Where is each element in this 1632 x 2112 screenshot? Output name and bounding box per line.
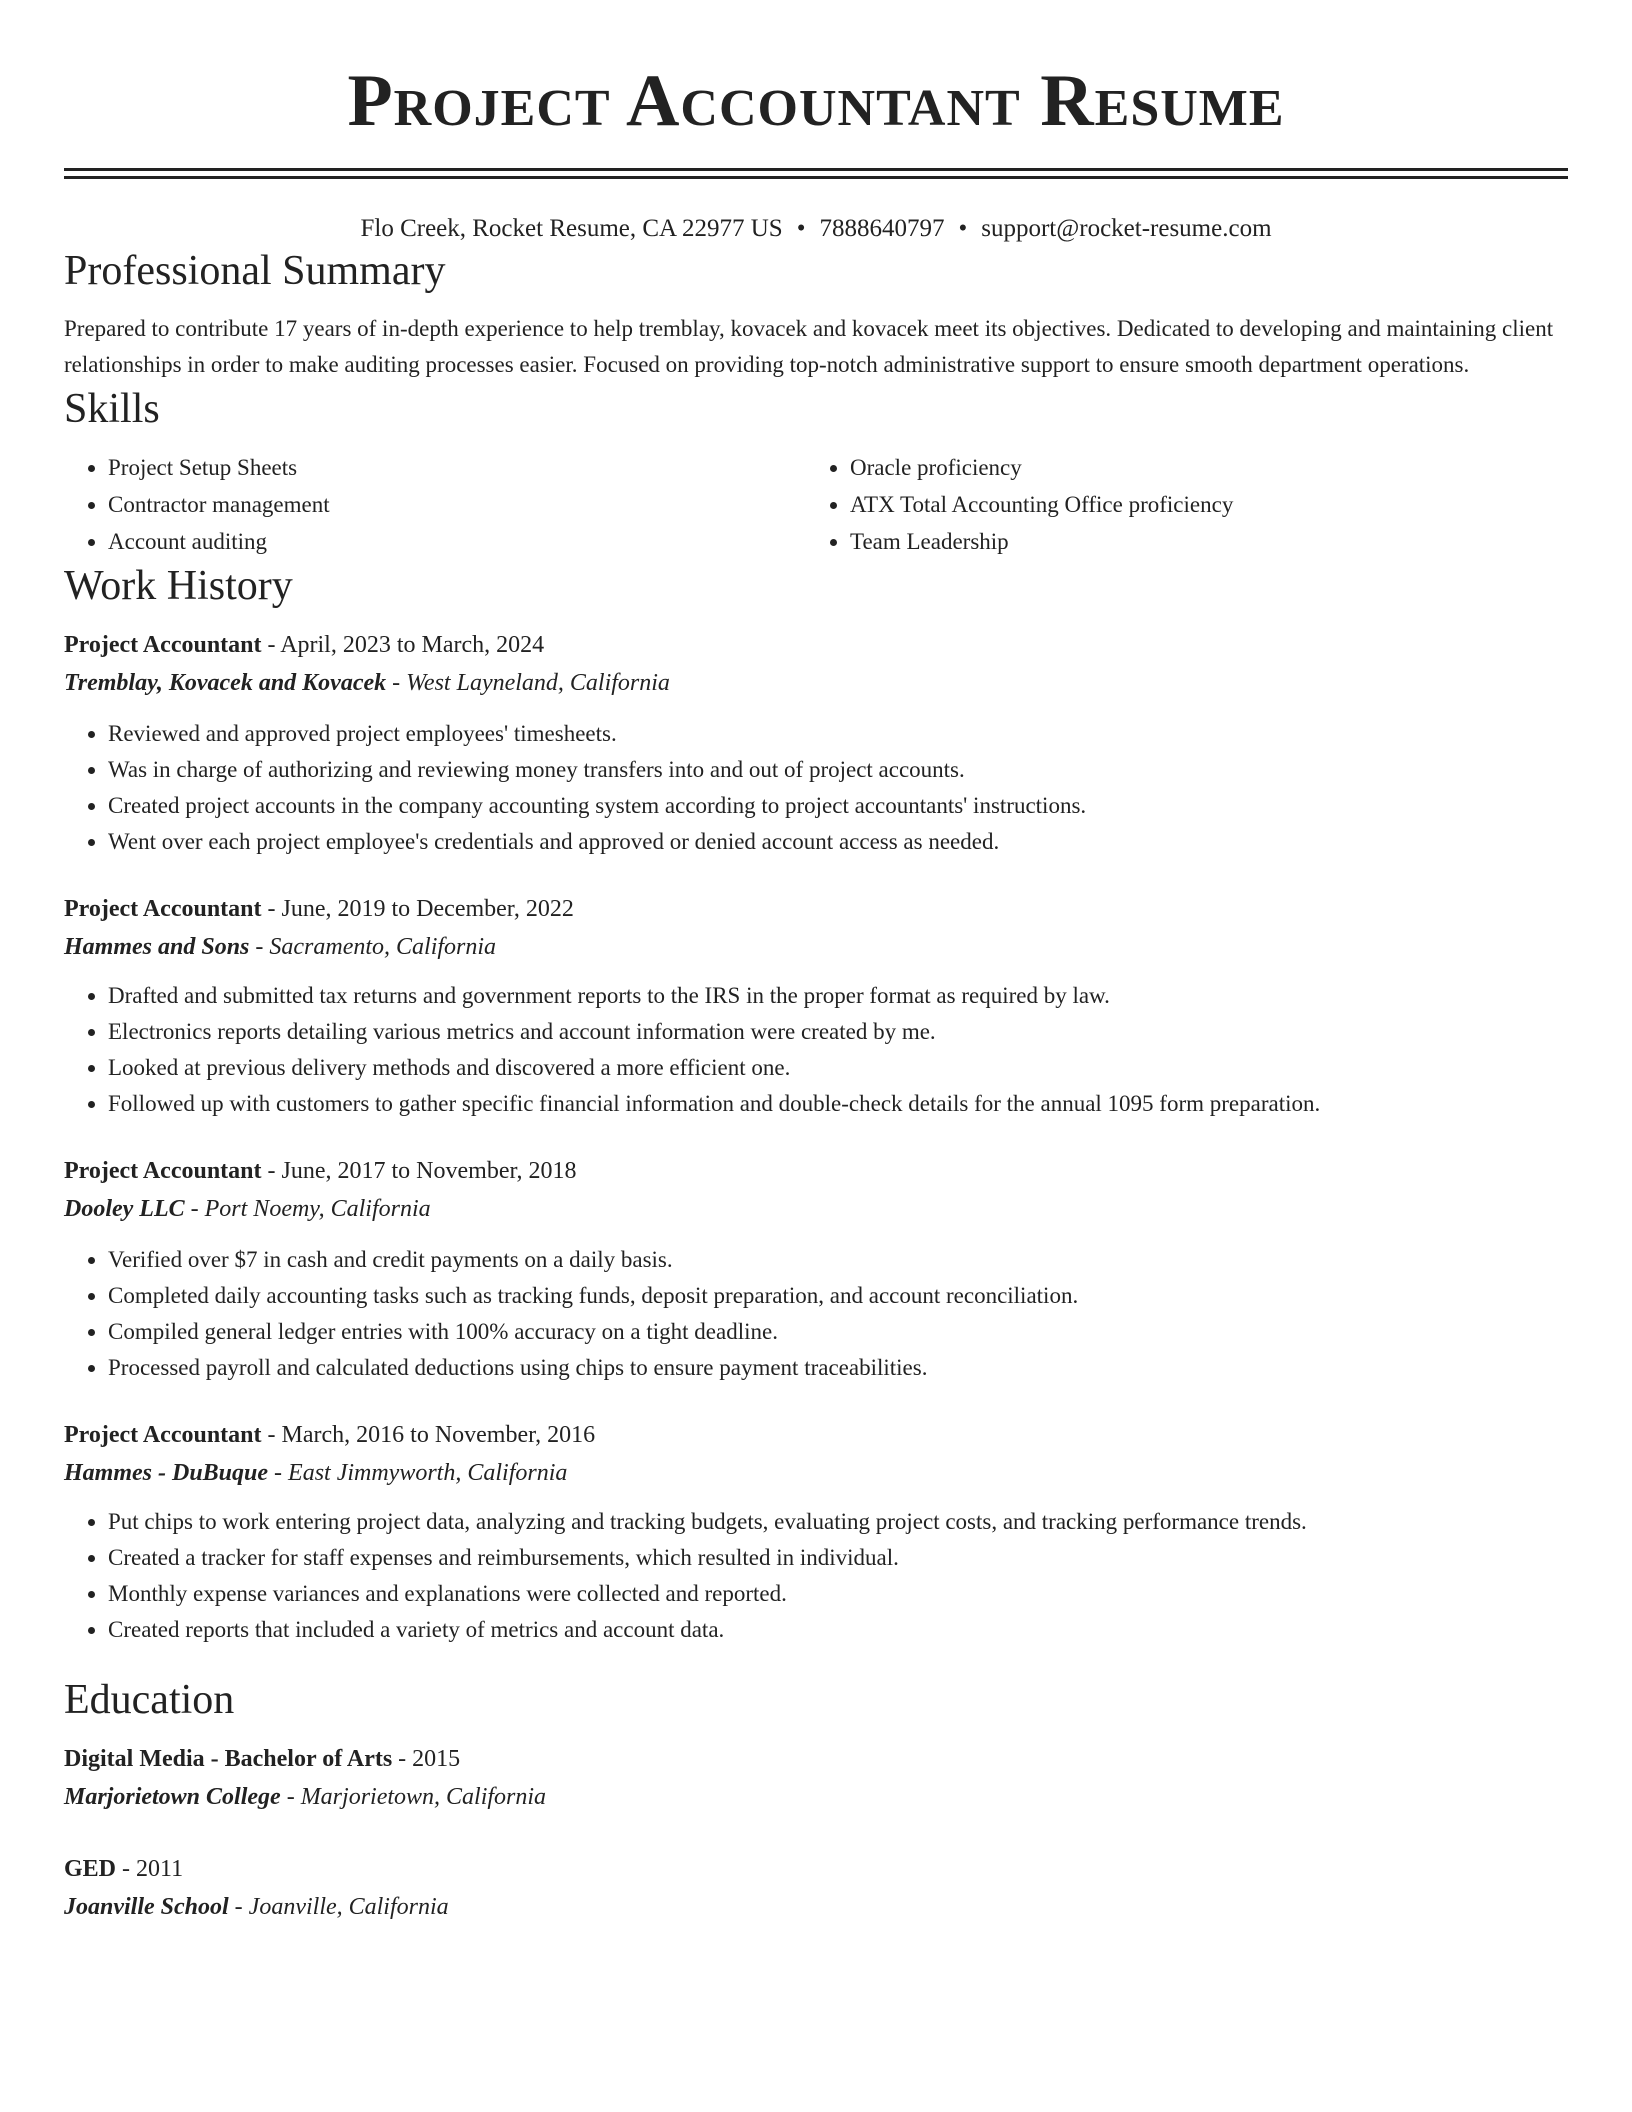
- job-bullet: • Was in charge of authorizing and reviewing money transfers into and out of project accounts.: [108, 752, 1568, 788]
- company-name: Hammes and Sons: [64, 934, 250, 960]
- resume-page: [64, 0, 1568, 1926]
- job-bullet: • Processed payroll and calculated deductions using chips to ensure payment traceabilities.: [108, 1350, 1568, 1386]
- company-line: [64, 664, 1568, 702]
- skills-list: [64, 449, 1568, 560]
- job-bullet: • Verified over $7 in cash and credit payments on a daily basis.: [108, 1242, 1568, 1278]
- title-divider: [64, 168, 1568, 179]
- job-bullet: • Compiled general ledger entries with 100% accuracy on a tight deadline.: [108, 1314, 1568, 1350]
- job-bullet: • Went over each project employee's credentials and approved or denied account access as needed.: [108, 824, 1568, 860]
- job-title-line: [64, 1152, 1568, 1190]
- degree-year: 2015: [412, 1746, 461, 1772]
- school-location: Marjorietown, California: [300, 1784, 547, 1810]
- school-name: Joanville School: [64, 1894, 229, 1920]
- job-title-line: [64, 626, 1568, 664]
- contact-email: support@rocket-resume.com: [981, 215, 1272, 242]
- school-line: [64, 1778, 1568, 1816]
- company-name: Tremblay, Kovacek and Kovacek: [64, 670, 387, 696]
- education-entry: [64, 1850, 1568, 1926]
- skills-column-left: [64, 449, 806, 560]
- company-dash: -: [268, 1460, 289, 1486]
- summary-heading: Professional Summary: [64, 248, 446, 294]
- degree-line: [64, 1850, 1568, 1888]
- job-title: Project Accountant: [64, 1422, 262, 1448]
- job-bullet: • Electronics reports detailing various metrics and account information were created by me.: [108, 1014, 1568, 1050]
- job-bullets: [64, 716, 1568, 860]
- job-entry: [64, 626, 1568, 860]
- page-title: Project Accountant Resume: [347, 60, 1285, 142]
- job-title: Project Accountant: [64, 896, 262, 922]
- school-name: Marjorietown College: [64, 1784, 281, 1810]
- skill-item: • ATX Total Accounting Office proficiency: [850, 486, 1548, 523]
- company-location: West Layneland, California: [406, 670, 670, 696]
- job-title-line: [64, 890, 1568, 928]
- job-dates: June, 2019 to December, 2022: [281, 896, 574, 922]
- company-line: [64, 1190, 1568, 1228]
- job-title: Project Accountant: [64, 1158, 262, 1184]
- job-dates: March, 2016 to November, 2016: [281, 1422, 596, 1448]
- degree-dash: -: [116, 1856, 137, 1882]
- job-bullet: • Looked at previous delivery methods and discovered a more efficient one.: [108, 1050, 1568, 1086]
- job-bullet: • Followed up with customers to gather specific financial information and double-check details for the annual 1095 form preparation.: [108, 1086, 1568, 1122]
- degree-year: 2011: [136, 1856, 184, 1882]
- job-dash: -: [261, 896, 282, 922]
- school-dash: -: [280, 1784, 301, 1810]
- company-dash: -: [184, 1196, 205, 1222]
- job-bullet: • Created a tracker for staff expenses and reimbursements, which resulted in individual.: [108, 1540, 1568, 1576]
- company-name: Hammes - DuBuque: [64, 1460, 269, 1486]
- degree-dash: -: [392, 1746, 413, 1772]
- degree-name: GED: [64, 1856, 117, 1882]
- contact-separator: •: [796, 215, 806, 242]
- job-bullets: [64, 1242, 1568, 1386]
- job-entry: [64, 890, 1568, 1122]
- education-heading: Education: [64, 1677, 235, 1723]
- job-bullet: • Reviewed and approved project employees' timesheets.: [108, 716, 1568, 752]
- job-entry: [64, 1152, 1568, 1386]
- job-bullet: • Put chips to work entering project data, analyzing and tracking budgets, evaluating project costs, and tracking performance trends.: [108, 1504, 1568, 1540]
- job-dates: June, 2017 to November, 2018: [281, 1158, 577, 1184]
- job-title: Project Accountant: [64, 632, 262, 658]
- job-dash: -: [261, 1422, 282, 1448]
- company-line: [64, 928, 1568, 966]
- job-bullet: • Monthly expense variances and explanations were collected and reported.: [108, 1576, 1568, 1612]
- contact-separator: •: [958, 215, 968, 242]
- job-dash: -: [261, 1158, 282, 1184]
- job-bullet: • Created project accounts in the company accounting system according to project accountants' instructions.: [108, 788, 1568, 824]
- school-dash: -: [228, 1894, 249, 1920]
- work-history-heading: Work History: [64, 563, 293, 609]
- degree-line: [64, 1740, 1568, 1778]
- skill-item: • Oracle proficiency: [850, 449, 1548, 486]
- company-location: Port Noemy, California: [204, 1196, 431, 1222]
- contact-address: Flo Creek, Rocket Resume, CA 22977 US: [360, 215, 783, 242]
- contact-line: [64, 213, 1568, 245]
- job-bullet: • Created reports that included a variety of metrics and account data.: [108, 1612, 1568, 1648]
- education-entry: [64, 1740, 1568, 1816]
- job-title-line: [64, 1416, 1568, 1454]
- contact-phone: 7888640797: [819, 215, 945, 242]
- skills-heading: Skills: [64, 386, 160, 432]
- job-bullets: [64, 978, 1568, 1122]
- job-entry: [64, 1416, 1568, 1648]
- degree-name: Digital Media - Bachelor of Arts: [64, 1746, 393, 1772]
- company-location: Sacramento, California: [269, 934, 497, 960]
- company-dash: -: [249, 934, 270, 960]
- company-name: Dooley LLC: [64, 1196, 185, 1222]
- company-location: East Jimmyworth, California: [288, 1460, 568, 1486]
- job-bullet: • Drafted and submitted tax returns and government reports to the IRS in the proper format as required by law.: [108, 978, 1568, 1014]
- skill-item: • Project Setup Sheets: [108, 449, 806, 486]
- company-line: [64, 1454, 1568, 1492]
- skills-column-right: [806, 449, 1548, 560]
- summary-text: Prepared to contribute 17 years of in-depth experience to help tremblay, kovacek and kovacek meet its objectives. Dedicated to developing and maintaining client relationships in order to make auditing processes easier. Focused on providing top-notch administrative support to ensure smooth department operations.: [64, 316, 1554, 377]
- school-line: [64, 1888, 1568, 1926]
- job-dash: -: [261, 632, 281, 658]
- company-dash: -: [386, 670, 407, 696]
- job-dates: April, 2023 to March, 2024: [280, 632, 545, 658]
- skill-item: • Account auditing: [108, 523, 806, 560]
- skill-item: • Team Leadership: [850, 523, 1548, 560]
- skill-item: • Contractor management: [108, 486, 806, 523]
- job-bullets: [64, 1504, 1568, 1648]
- job-bullet: • Completed daily accounting tasks such as tracking funds, deposit preparation, and account reconciliation.: [108, 1278, 1568, 1314]
- school-location: Joanville, California: [248, 1894, 449, 1920]
